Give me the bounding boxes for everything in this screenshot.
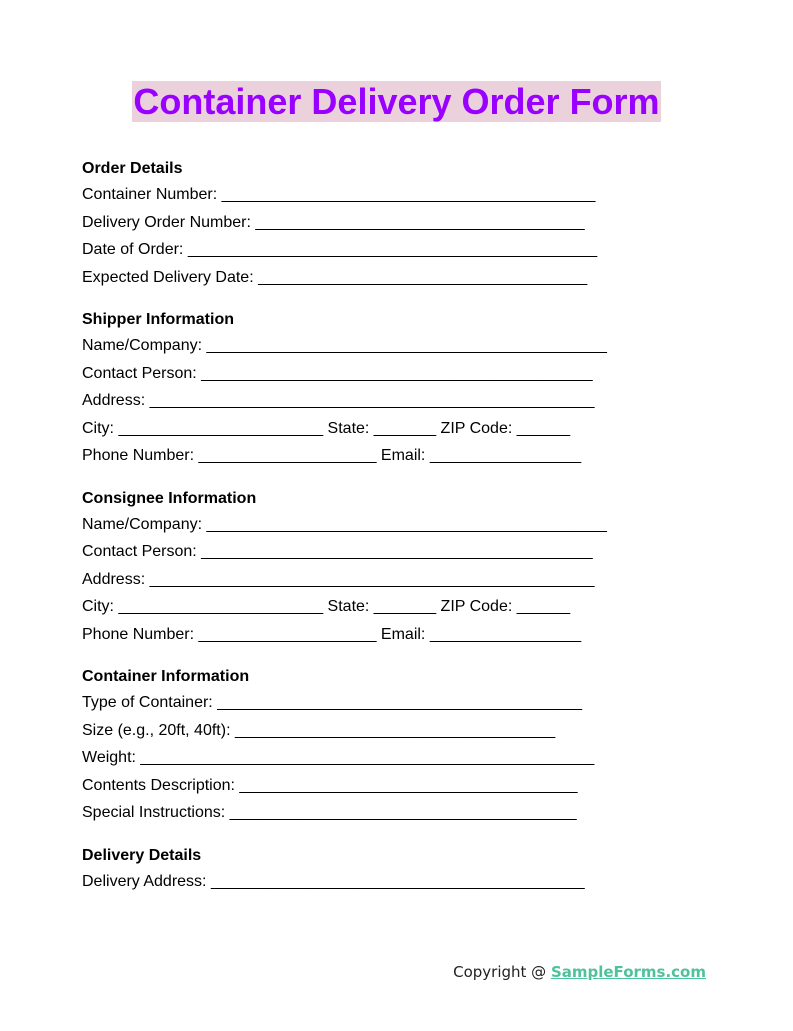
- copyright-footer: [453, 962, 706, 982]
- field-delivery-order-number[interactable]: Delivery Order Number: _____________________________________: [82, 213, 585, 231]
- field-container-size[interactable]: Size (e.g., 20ft, 40ft): ____________________________________: [82, 721, 556, 739]
- form-body: [82, 156, 722, 911]
- field-shipper-contact-person[interactable]: Contact Person: ____________________________________________: [82, 364, 593, 382]
- title-wrapper: [0, 81, 793, 122]
- field-shipper-city-state-zip[interactable]: City: _______________________ State: _______ ZIP Code: ______: [82, 419, 571, 437]
- field-contents-description[interactable]: Contents Description: ______________________________________: [82, 776, 578, 794]
- section-heading: Order Details: [82, 160, 183, 177]
- section-heading: Container Information: [82, 668, 250, 685]
- section-shipper-information: [82, 307, 722, 470]
- field-expected-delivery-date[interactable]: Expected Delivery Date: _____________________________________: [82, 268, 588, 286]
- field-consignee-name-company[interactable]: Name/Company: _____________________________________________: [82, 515, 607, 533]
- field-special-instructions[interactable]: Special Instructions: _______________________________________: [82, 804, 577, 821]
- field-shipper-name-company[interactable]: Name/Company: _____________________________________________: [82, 337, 607, 354]
- section-container-information: [82, 664, 722, 827]
- section-heading: Delivery Details: [82, 846, 202, 864]
- copyright-text: Copyright @: [453, 963, 551, 981]
- section-consignee-information: [82, 486, 722, 649]
- field-date-of-order[interactable]: Date of Order: ______________________________________________: [82, 241, 598, 258]
- field-container-number[interactable]: Container Number: __________________________________________: [82, 186, 596, 203]
- section-order-details: [82, 156, 722, 291]
- section-delivery-details: [82, 843, 722, 896]
- sampleforms-link[interactable]: SampleForms.com: [550, 963, 706, 981]
- field-consignee-contact-person[interactable]: Contact Person: ____________________________________________: [82, 543, 593, 560]
- section-heading: Shipper Information: [82, 311, 234, 328]
- field-consignee-city-state-zip[interactable]: City: _______________________ State: _______ ZIP Code: ______: [82, 598, 571, 615]
- field-delivery-address[interactable]: Delivery Address: __________________________________________: [82, 872, 585, 890]
- field-shipper-phone-email[interactable]: Phone Number: ____________________ Email: _________________: [82, 447, 582, 464]
- page-title: Container Delivery Order Form: [133, 81, 660, 122]
- field-weight[interactable]: Weight: ___________________________________________________: [82, 749, 595, 766]
- section-heading: Consignee Information: [82, 489, 257, 507]
- field-shipper-address[interactable]: Address: __________________________________________________: [82, 392, 595, 409]
- field-type-of-container[interactable]: Type of Container: _________________________________________: [82, 694, 583, 711]
- field-consignee-address[interactable]: Address: __________________________________________________: [82, 570, 595, 588]
- field-consignee-phone-email[interactable]: Phone Number: ____________________ Email: _________________: [82, 625, 582, 643]
